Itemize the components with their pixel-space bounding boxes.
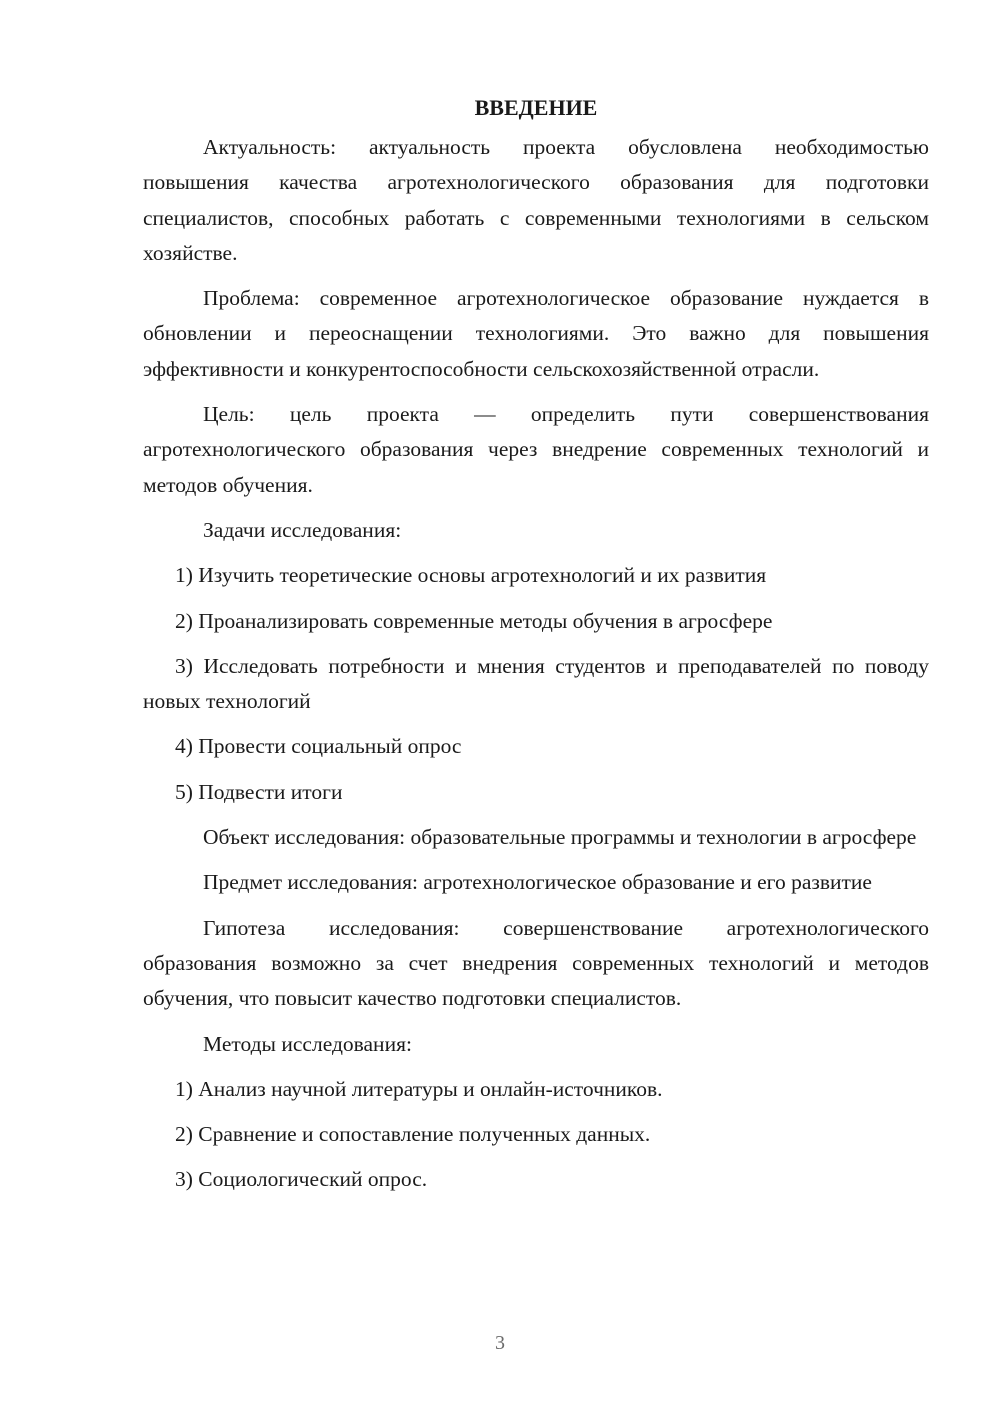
paragraph-tasks-heading: Задачи исследования: [203, 517, 402, 542]
paragraph-goal: Цель: цель проекта — определить пути совершенствования агротехнологического образования через внедрение современных технологий и методов обучения. [143, 402, 929, 497]
method-item: 2) Сравнение и сопоставление полученных данных. [175, 1122, 651, 1147]
paragraph-relevance: Актуальность: актуальность проекта обусловлена необходимостью повышения качества агротехнологического образования для подготовки специалистов, способных работать с современными технологиями в сельском хозяйстве. [143, 135, 929, 265]
page-number: 3 [495, 1332, 505, 1354]
page-title: ВВЕДЕНИЕ [474, 95, 598, 120]
paragraph-hypothesis: Гипотеза исследования: совершенствование агротехнологического образования возможно за счет внедрения современных технологий и методов обучения, что повысит качество подготовки специалистов. [143, 915, 929, 1011]
paragraph-methods-heading: Методы исследования: [203, 1031, 412, 1056]
paragraph-subject: Предмет исследования: агротехнологическое образование и его развитие [203, 870, 872, 895]
task-item: 3) Исследовать потребности и мнения студентов и преподавателей по поводу новых технологий [143, 653, 929, 714]
paragraph-problem: Проблема: современное агротехнологическое образование нуждается в обновлении и переоснащении технологиями. Это важно для повышения эффективности и конкурентоспособности сельскохозяйственной отрасли. [143, 286, 929, 381]
task-item: 4) Провести социальный опрос [175, 734, 462, 759]
document-page [143, 90, 929, 1208]
task-item: 2) Проанализировать современные методы обучения в агросфере [175, 608, 773, 633]
method-item: 1) Анализ научной литературы и онлайн-источников. [175, 1076, 663, 1101]
task-item: 5) Подвести итоги [175, 779, 343, 804]
paragraph-object: Объект исследования: образовательные программы и технологии в агросфере [203, 825, 917, 850]
task-item: 1) Изучить теоретические основы агротехнологий и их развития [175, 563, 767, 588]
method-item: 3) Социологический опрос. [175, 1167, 428, 1192]
